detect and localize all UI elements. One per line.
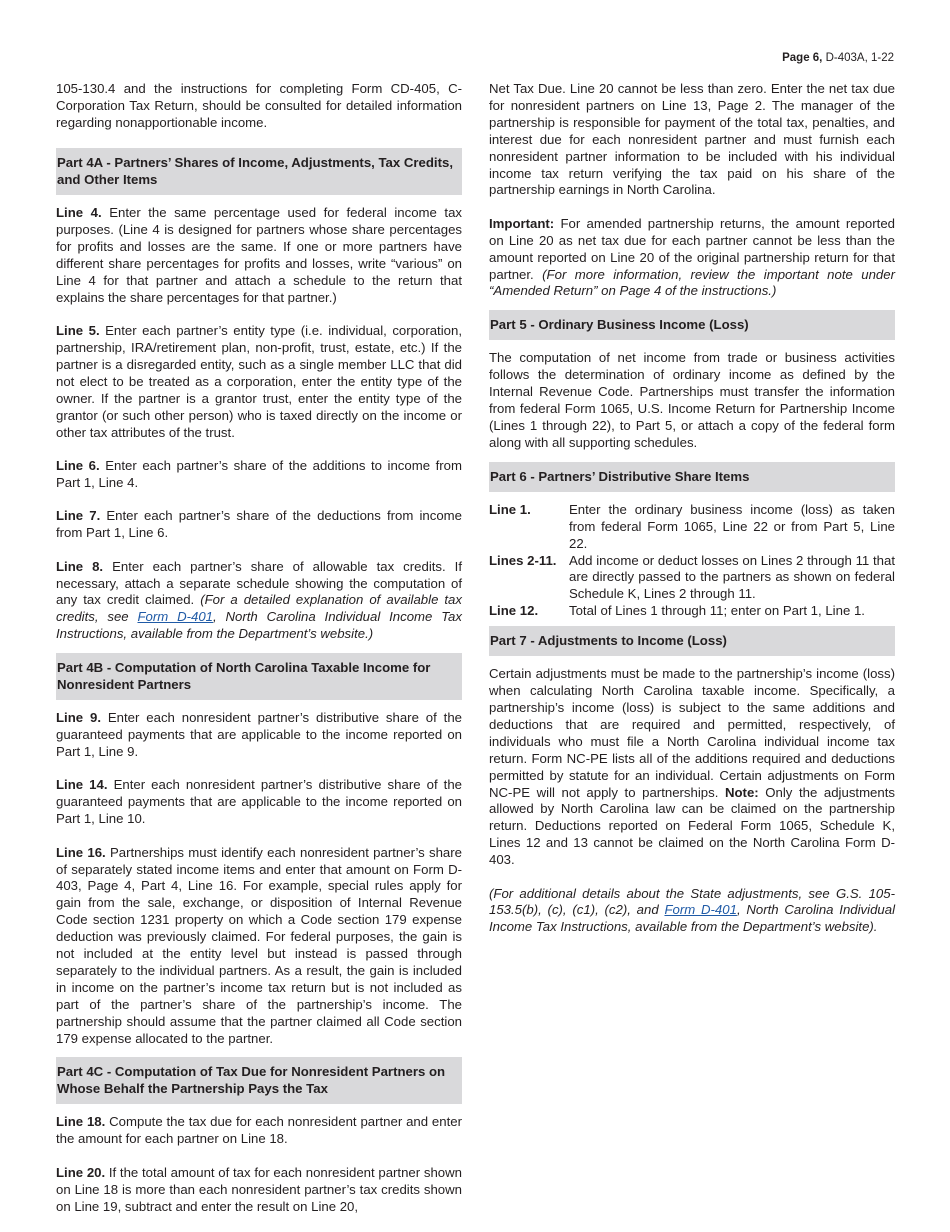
part-7-text-b: Only the adjustments allowed by North Carolina law can be claimed on the partnership return. Deductions reported on Federal Form 1065, Schedule K, Lines 12 and 13 cannot be claimed on the North Carolina Form D-403. <box>489 784 895 868</box>
part-7-text-a: Certain adjustments must be made to the partnership’s income (loss) when calculating North Carolina taxable income. Specifically, a partnership’s income (loss) is subject to the same additions and deductions that are required and permitted, respectively, of individuals who must file a North Carolina individual income tax return. Form NC-PE lists all of the additions required and deductions permitted by statute for an individual. Certain adjustments on Form NC-PE will not apply to partnerships. <box>489 666 895 800</box>
line-18-text: Compute the tax due for each nonresident partner and enter the amount for each partner on Line 18. <box>56 1114 462 1147</box>
line-7-text: Enter each partner’s share of the deductions from income from Part 1, Line 6. <box>56 508 462 541</box>
line-8-label: Line 8. <box>56 558 104 574</box>
closing-note <box>489 886 895 937</box>
page-header <box>782 51 894 65</box>
line-4-paragraph <box>56 205 462 306</box>
line-9-label: Line 9. <box>56 710 101 726</box>
line-6-paragraph <box>56 458 462 492</box>
list-item <box>489 502 895 553</box>
page-number: Page 6, <box>782 52 823 64</box>
section-heading-part-4b: Part 4B - Computation of North Carolina Taxable Income for Nonresident Partners <box>56 653 462 700</box>
important-label: Important: <box>489 215 555 231</box>
important-paragraph <box>489 216 895 301</box>
important-note: (For more information, review the important note under “Amended Return” on Page 4 of the instructions.) <box>489 266 895 299</box>
line-16-text: Partnerships must identify each nonresident partner’s share of separately stated income items and enter that amount on Form D-403, Page 4, Part 4, Line 16. For example, special rules apply for gain from the sale, exchange, or disposition of Internal Revenue Code section 1231 property on which a Code section 179 expense deduction was previously claimed. For federal purposes, the gain is not included at the entity level but instead is passed through separately to the individual partners. As a result, the gain is included in income on the partner’s income tax return but is not included as part of the partner’s share of the partnership’s income. The partnership should assume that the partner claimed all Code section 179 expense allocated to the partner. <box>56 844 462 1046</box>
line-8-note-start: (For a detailed explanation of available tax credits, see <box>56 592 462 625</box>
list-item-text: Enter the ordinary business income (loss) as taken from federal Form 1065, Line 22 or from Part 5, Line 22. <box>569 501 895 551</box>
line-20-label: Line 20. <box>56 1164 106 1180</box>
net-tax-due-paragraph: Net Tax Due. Line 20 cannot be less than zero. Enter the net tax due for nonresident partners on Line 13, Page 2. The manager of the partnership is responsible for payment of the total tax, penalties, and interest due for each nonresident partner and must furnish each nonresident partner information to be included with his individual income tax return verifying the tax paid on his share of the partnership earnings in North Carolina. <box>489 81 895 198</box>
line-18-label: Line 18. <box>56 1114 106 1130</box>
right-column <box>489 81 895 953</box>
line-7-paragraph <box>56 508 462 542</box>
section-heading-part-6: Part 6 - Partners’ Distributive Share Items <box>489 462 895 492</box>
list-item <box>489 553 895 604</box>
form-reference: D-403A, 1-22 <box>825 52 894 64</box>
line-14-paragraph <box>56 777 462 828</box>
section-heading-part-4c: Part 4C - Computation of Tax Due for Nonresident Partners on Whose Behalf the Partnership Pays the Tax <box>56 1057 462 1104</box>
line-4-label: Line 4. <box>56 205 102 221</box>
list-item-text: Total of Lines 1 through 11; enter on Part 1, Line 1. <box>569 603 865 619</box>
line-6-label: Line 6. <box>56 458 100 473</box>
section-heading-part-7: Part 7 - Adjustments to Income (Loss) <box>489 626 895 656</box>
part-7-note-label: Note: <box>724 784 759 800</box>
section-heading-part-5: Part 5 - Ordinary Business Income (Loss) <box>489 310 895 340</box>
line-8-note-end: , North Carolina Individual Income Tax Instructions, available from the Department’s website.) <box>56 609 462 642</box>
line-8-text: Enter each partner’s share of allowable tax credits. If necessary, attach a separate schedule showing the computation of any tax credit claimed. <box>56 558 462 608</box>
line-5-label: Line 5. <box>56 323 100 339</box>
line-20-text: If the total amount of tax for each nonresident partner shown on Line 18 is more than each nonresident partner’s tax credits shown on Line 19, subtract and enter the result on Line 20, <box>56 1164 462 1214</box>
list-item <box>489 603 895 620</box>
line-8-paragraph <box>56 559 462 644</box>
line-6-text: Enter each partner’s share of the additions to income from Part 1, Line 4. <box>56 458 462 490</box>
line-20-paragraph <box>56 1165 462 1216</box>
closing-note-end: , North Carolina Individual Income Tax Instructions, available from the Department’s website). <box>489 902 896 935</box>
left-column <box>56 81 462 1232</box>
line-9-paragraph <box>56 710 462 761</box>
intro-paragraph: 105-130.4 and the instructions for completing Form CD-405, C-Corporation Tax Return, should be consulted for detailed information regarding nonapportionable income. <box>56 81 462 130</box>
list-item-label: Line 1. <box>489 501 531 517</box>
line-16-label: Line 16. <box>56 844 106 860</box>
closing-note-start: (For additional details about the State adjustments, see G.S. 105-153.5(b), (c), (c1), (c2), and <box>489 885 895 918</box>
part-5-paragraph: The computation of net income from trade or business activities follows the determination of ordinary income as defined by the Internal Revenue Code. Partnerships must transfer the information from federal Form 1065, U.S. Income Return for Partnership Income (Lines 1 through 22), to Part 5, or attach a copy of the federal form along with all supporting schedules. <box>489 350 895 450</box>
line-7-label: Line 7. <box>56 508 101 524</box>
section-heading-part-4a: Part 4A - Partners’ Shares of Income, Adjustments, Tax Credits, and Other Items <box>56 148 462 195</box>
important-text: For amended partnership returns, the amount reported on Line 20 as net tax due for each partner cannot be less than the amount reported on Line 20 of the original partnership return for that partner. <box>489 215 895 282</box>
line-4-text: Enter the same percentage used for federal income tax purposes. (Line 4 is designed for partners whose share percentages for profits and losses are the same. If one or more partners have different share percentages for profits and losses, write “various” on Line 4 for that partner and attach a schedule to the return that explains the share percentages for that partner.) <box>56 205 463 305</box>
form-d401-link[interactable]: Form D-401 <box>137 609 213 625</box>
line-9-text: Enter each nonresident partner’s distributive share of the guaranteed payments that are applicable to the income reported on Part 1, Line 9. <box>56 710 463 759</box>
list-item-text: Add income or deduct losses on Lines 2 through 11 that are directly passed to the partners as shown on federal Schedule K, Lines 2 through 11. <box>569 552 895 602</box>
line-5-text: Enter each partner’s entity type (i.e. individual, corporation, partnership, IRA/retirement plan, non-profit, trust, estate, etc.) If the partner is a disregarded entity, such as a single member LLC that did not elect to be treated as a corporation, enter the entity type of the owner. If the partner is a grantor trust, enter the entity type of the grantor (or such other person) who is taxed directly on the income or other tax attributes of the trust. <box>56 323 462 440</box>
line-16-paragraph <box>56 845 462 1048</box>
line-18-paragraph <box>56 1114 462 1148</box>
line-14-label: Line 14. <box>56 777 108 793</box>
list-item-label: Line 12. <box>489 603 539 619</box>
part-7-paragraph <box>489 666 895 869</box>
form-d401-link[interactable]: Form D-401 <box>664 902 737 918</box>
line-14-text: Enter each nonresident partner’s distributive share of the guaranteed payments that are applicable to the income reported on Part 1, Line 10. <box>56 777 463 827</box>
list-item-label: Lines 2-11. <box>489 552 557 568</box>
line-5-paragraph <box>56 323 462 441</box>
part-6-line-list <box>489 502 895 620</box>
